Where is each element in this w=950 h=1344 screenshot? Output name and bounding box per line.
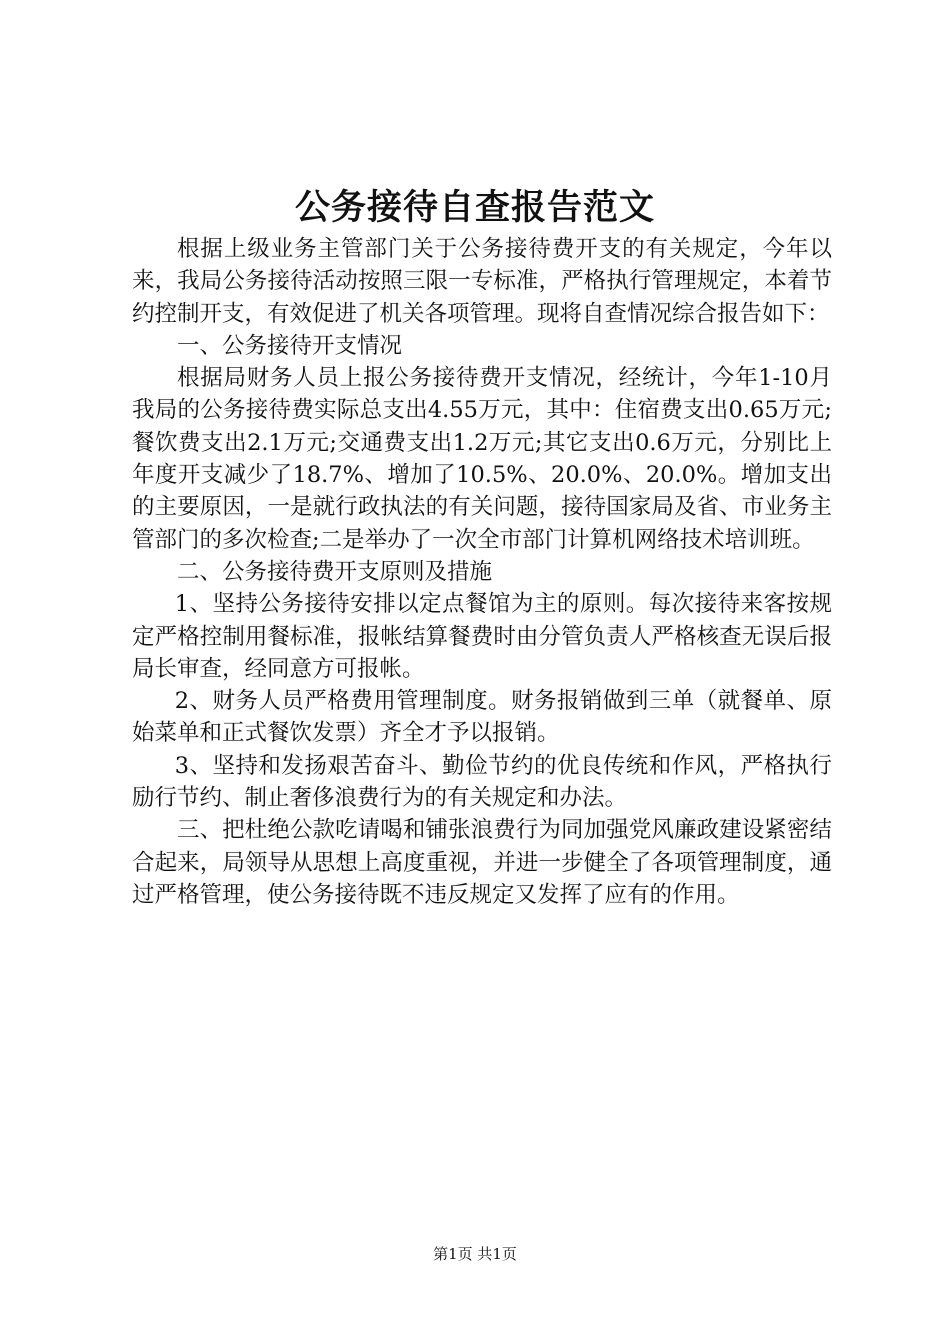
section-heading-2: 二、公务接待费开支原则及措施 [177, 558, 493, 585]
section-heading-1: 一、公务接待开支情况 [177, 332, 403, 359]
intro-paragraph: 根据上级业务主管部门关于公务接待费开支的有关规定，今年以来，我局公务接待活动按照三限一专标准，严格执行管理规定，本着节约控制开支，有效促进了机关各项管理。现将自查情况综合报告如下： [132, 236, 832, 327]
measure-item-3: 3、坚持和发扬艰苦奋斗、勤俭节约的优良传统和作风，严格执行励行节约、制止奢侈浪费行为的有关规定和办法。 [132, 752, 832, 812]
page-footer: 第1页 共1页 [433, 1245, 517, 1263]
document-body [132, 233, 832, 911]
section-paragraph-3: 三、把杜绝公款吃请喝和铺张浪费行为同加强党风廉政建设紧密结合起来，局领导从思想上高度重视，并进一步健全了各项管理制度，通过严格管理，使公务接待既不违反规定又发挥了应有的作用。 [132, 817, 832, 908]
expenditure-paragraph: 根据局财务人员上报公务接待费开支情况，经统计，今年1-10月我局的公务接待费实际总支出4.55万元，其中：住宿费支出0.65万元;餐饮费支出2.1万元;交通费支出1.2万元;其它支出0.6万元，分别比上年度开支减少了18.7%、增加了10.5%、20.0%、20.0%。增加支出的主要原因，一是就行政执法的有关问题，接待国家局及省、市业务主管部门的多次检查;二是举办了一次全市部门计算机网络技术培训班。 [132, 365, 832, 553]
measure-item-1: 1、坚持公务接待安排以定点餐馆为主的原则。每次接待来客按规定严格控制用餐标准，报帐结算餐费时由分管负责人严格核查无误后报局长审查，经同意方可报帐。 [132, 591, 832, 682]
document-title: 公务接待自查报告范文 [294, 188, 655, 228]
measure-item-2: 2、财务人员严格费用管理制度。财务报销做到三单（就餐单、原始菜单和正式餐饮发票）齐全才予以报销。 [132, 688, 832, 747]
